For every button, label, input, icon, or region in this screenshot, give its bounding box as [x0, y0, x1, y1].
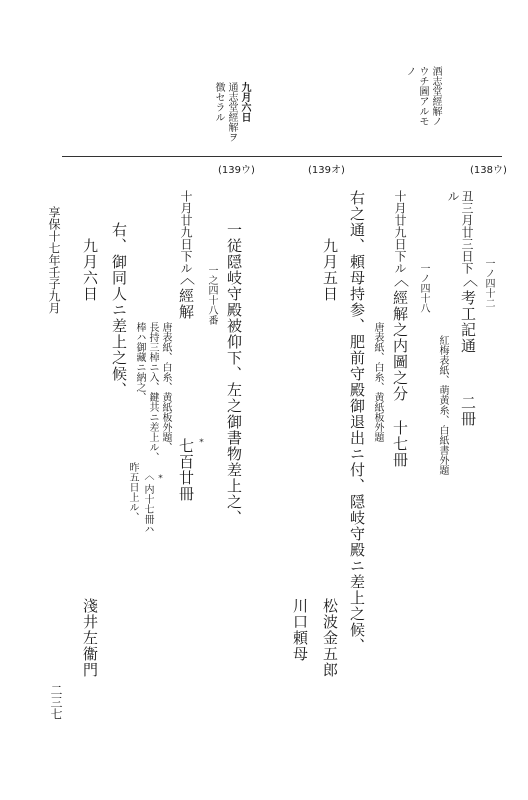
item1-number: 一ノ四十二 [483, 258, 494, 308]
page-number: 二三七 [49, 684, 63, 720]
year-line: 享保十七年壬子九月 [47, 206, 61, 314]
item2-volumes: 十七冊 [391, 420, 409, 468]
item3-note-3: 棒ハ御藏ニ納之、 [134, 322, 145, 402]
item3-note-2: 長持三棹ニ入、鍵共ニ差上ル、 [147, 322, 158, 462]
item1-date: 丑三月廿三日下 [460, 190, 474, 274]
sentence-1: 右之通、頼母持参、肥前守殿御退出ニ付、隠岐守殿ニ差上之候、 [348, 190, 366, 654]
item3-main: 一従隠岐守殿被仰下、左之御書物差上之、 [225, 222, 243, 526]
item3-sub-2: 昨五日上ル、 [127, 462, 138, 522]
header-rule [62, 156, 502, 157]
headnote-d: 通志堂經解ヲ [226, 82, 237, 142]
page-ref-138u: (138ウ) [470, 165, 507, 176]
headnote-c: ノ [404, 66, 415, 76]
item3-volumes: 七百廿冊 [177, 438, 195, 502]
item2-paren: 〈 [392, 272, 410, 288]
item1-date-suffix: ル [446, 190, 460, 202]
sentence-2: 右、御同人ニ差上之候、 [110, 222, 128, 398]
item2-note: 唐表紙、白糸、黄紙板外題 [372, 322, 383, 442]
headnote-e: 徴セラル [213, 82, 224, 122]
item1-note: 紅梅表紙、萌黄糸、白紙書外題 [437, 335, 448, 475]
item2-number: 一ノ四十八 [418, 263, 429, 313]
item1-paren: 〈 [461, 272, 479, 288]
signatory-1b: 川口頼母 [291, 598, 309, 662]
item2-date: 十月廿九日下ル [393, 190, 407, 274]
signatory-2: 淺井左衞門 [81, 598, 99, 678]
item3-note-1: 唐表紙、白糸、黄紙板外題、 [160, 322, 171, 452]
signatory-1a: 松波金五郎 [321, 598, 339, 678]
item2-title: 經解之内圖之分 [391, 290, 409, 402]
item3-volumes-star: * [196, 438, 207, 448]
item3-sub-1: 内十七冊ハ [142, 484, 153, 534]
item3-number: 一之四十八番 [206, 265, 217, 325]
headnote-d-bold: 九月六日 [239, 82, 250, 122]
item1-title: 考工記通 [459, 290, 477, 354]
headnote-b: ウチ圖アルモ [417, 66, 428, 126]
item3-subparen: 〈 [142, 470, 153, 480]
page-ref-139o: (139オ) [308, 165, 345, 176]
item3-sub-star: * [155, 474, 166, 484]
item3-paren: 〈 [178, 270, 196, 286]
date-1: 九月五日 [321, 238, 339, 302]
page-ref-139u: (139ウ) [218, 165, 255, 176]
item3-date: 十月廿九日下ル [179, 190, 193, 274]
date-2: 九月六日 [81, 238, 99, 302]
item3-title: 經解 [177, 288, 195, 320]
item1-volumes: 二冊 [459, 395, 477, 427]
headnote-a: 酒志堂經解ノ [430, 66, 441, 126]
